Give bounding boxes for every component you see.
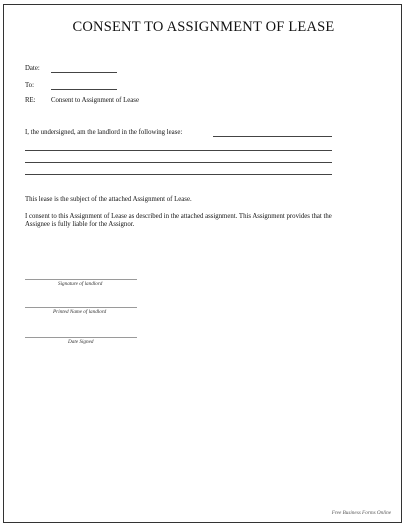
signature-line[interactable] xyxy=(25,279,137,280)
attached-assignment-note: This lease is the subject of the attached Assignment of Lease. xyxy=(25,196,192,203)
printed-name-line[interactable] xyxy=(25,307,137,308)
printed-name-label: Printed Name of landlord xyxy=(53,309,107,315)
re-value: Consent to Assignment of Lease xyxy=(51,97,139,104)
document-title: CONSENT TO ASSIGNMENT OF LEASE xyxy=(72,19,335,35)
date-signed-label: Date Signed xyxy=(68,339,94,345)
consent-text-line-1: I consent to this Assignment of Lease as described in the attached assignment. This Assignment provides that the xyxy=(25,213,332,220)
lease-description-line-2[interactable] xyxy=(25,150,332,151)
to-field-line[interactable] xyxy=(51,89,117,90)
date-signed-line[interactable] xyxy=(25,337,137,338)
page-border xyxy=(3,4,402,523)
consent-text-line-2: Assignee is fully liable for the Assignor. xyxy=(25,221,135,228)
re-label: RE: xyxy=(25,97,36,104)
lease-description-line-4[interactable] xyxy=(25,174,332,175)
landlord-intro-text: I, the undersigned, am the landlord in the following lease: xyxy=(25,129,183,136)
date-field-line[interactable] xyxy=(51,72,117,73)
lease-field-line-1[interactable] xyxy=(213,136,332,137)
signature-label: Signature of landlord xyxy=(58,281,103,287)
footer-credit: Free Business Forms Online xyxy=(331,510,391,516)
date-label: Date: xyxy=(25,65,40,72)
to-label: To: xyxy=(25,82,34,89)
lease-description-line-3[interactable] xyxy=(25,162,332,163)
